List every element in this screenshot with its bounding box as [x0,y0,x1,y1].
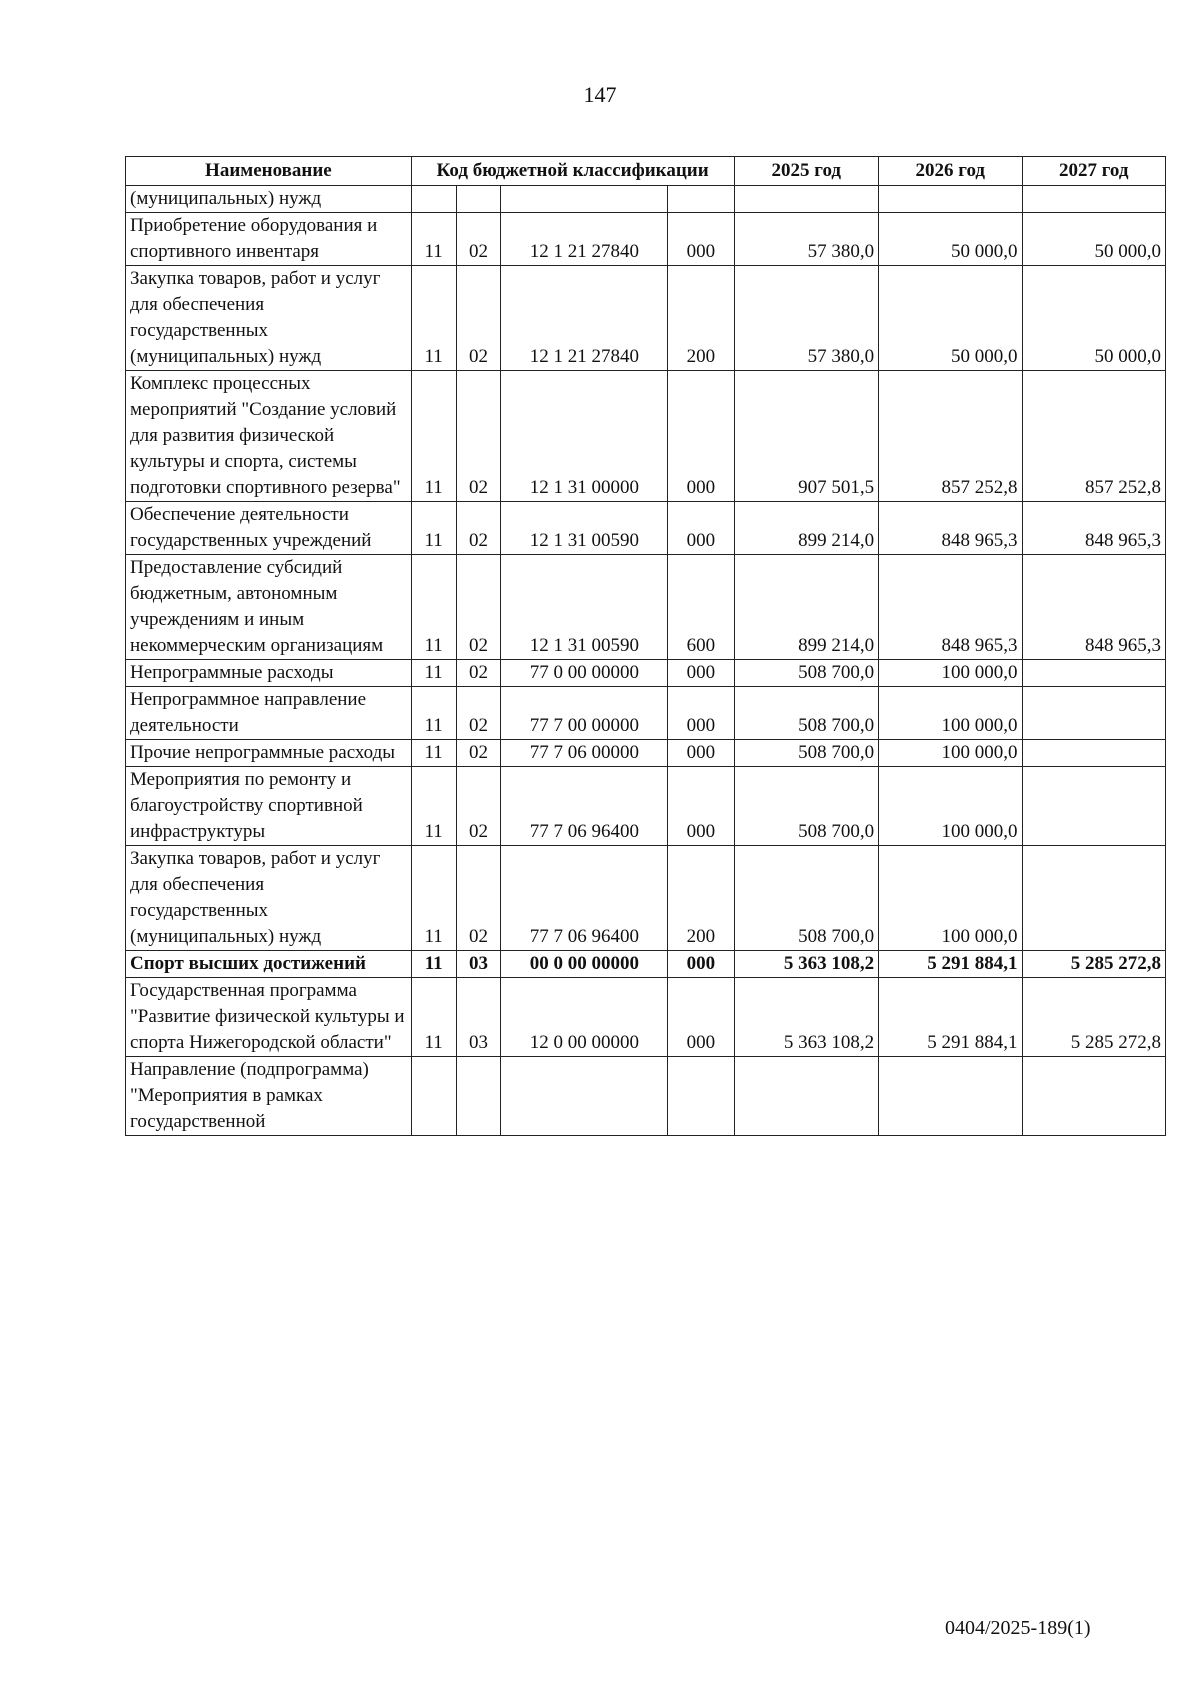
header-2025: 2025 год [734,157,879,186]
table-row [126,555,1166,660]
row-expense-type-cell: 000 [668,502,734,555]
row-target-article-cell: 12 0 00 00000 [501,978,668,1057]
row-2026-cell [879,186,1022,213]
table-row [126,1057,1166,1136]
row-2025-cell: 5 363 108,2 [734,978,879,1057]
row-expense-type-cell [668,186,734,213]
row-section-cell [411,186,456,213]
row-subsection-cell: 02 [456,740,501,767]
row-subsection-cell: 02 [456,213,501,266]
row-2027-cell: 848 965,3 [1022,502,1166,555]
row-2025-cell: 57 380,0 [734,266,879,371]
table-row [126,978,1166,1057]
table-header-row [126,157,1166,186]
row-2025-cell: 508 700,0 [734,660,879,687]
row-subsection-cell: 02 [456,266,501,371]
row-expense-type-cell: 200 [668,846,734,951]
row-2027-cell [1022,1057,1166,1136]
row-2025-cell: 5 363 108,2 [734,951,879,978]
row-2025-cell: 508 700,0 [734,740,879,767]
row-target-article-cell: 00 0 00 00000 [501,951,668,978]
row-section-cell: 11 [411,767,456,846]
row-subsection-cell: 02 [456,767,501,846]
row-section-cell: 11 [411,555,456,660]
row-2025-cell [734,1057,879,1136]
row-name-cell: Закупка товаров, работ и услуг для обеспечения государственных (муниципальных) нужд [126,846,412,951]
table-row [126,767,1166,846]
row-2027-cell [1022,687,1166,740]
row-target-article-cell: 77 7 06 96400 [501,767,668,846]
row-name-cell: Мероприятия по ремонту и благоустройству спортивной инфраструктуры [126,767,412,846]
row-subsection-cell: 02 [456,371,501,502]
table-row [126,186,1166,213]
table-row [126,266,1166,371]
row-2026-cell: 5 291 884,1 [879,978,1022,1057]
row-target-article-cell [501,1057,668,1136]
row-name-cell: Комплекс процессных мероприятий "Создание условий для развития физической культуры и спорта, системы подготовки спортивного резерва" [126,371,412,502]
row-2025-cell: 899 214,0 [734,555,879,660]
row-2026-cell: 857 252,8 [879,371,1022,502]
row-2025-cell: 508 700,0 [734,846,879,951]
row-expense-type-cell: 000 [668,371,734,502]
row-2025-cell [734,186,879,213]
page-number: 147 [583,82,617,107]
row-2027-cell: 50 000,0 [1022,266,1166,371]
table-row [126,371,1166,502]
row-expense-type-cell [668,1057,734,1136]
row-subsection-cell: 03 [456,951,501,978]
row-2027-cell: 5 285 272,8 [1022,978,1166,1057]
row-2027-cell [1022,186,1166,213]
row-target-article-cell: 12 1 31 00590 [501,555,668,660]
document-code: 0404/2025-189(1) [945,1617,1091,1639]
row-name-cell: Обеспечение деятельности государственных учреждений [126,502,412,555]
row-2027-cell [1022,660,1166,687]
row-name-cell: Государственная программа "Развитие физической культуры и спорта Нижегородской области" [126,978,412,1057]
row-name-cell: Приобретение оборудования и спортивного инвентаря [126,213,412,266]
row-2025-cell: 508 700,0 [734,687,879,740]
row-2026-cell: 100 000,0 [879,687,1022,740]
row-name-cell: Закупка товаров, работ и услуг для обеспечения государственных (муниципальных) нужд [126,266,412,371]
row-2027-cell: 848 965,3 [1022,555,1166,660]
row-name-cell: Непрограммные расходы [126,660,412,687]
row-expense-type-cell: 000 [668,767,734,846]
row-2027-cell [1022,740,1166,767]
row-name-cell: Направление (подпрограмма) "Мероприятия в рамках государственной [126,1057,412,1136]
row-expense-type-cell: 000 [668,687,734,740]
row-target-article-cell: 12 1 21 27840 [501,266,668,371]
row-subsection-cell [456,186,501,213]
row-2025-cell: 57 380,0 [734,213,879,266]
header-code: Код бюджетной классификации [411,157,734,186]
row-2026-cell: 5 291 884,1 [879,951,1022,978]
row-2026-cell: 100 000,0 [879,767,1022,846]
row-2026-cell: 848 965,3 [879,555,1022,660]
row-section-cell: 11 [411,687,456,740]
row-target-article-cell: 12 1 21 27840 [501,213,668,266]
row-2026-cell: 100 000,0 [879,660,1022,687]
row-target-article-cell: 12 1 31 00590 [501,502,668,555]
row-subsection-cell: 03 [456,978,501,1057]
table-row [126,687,1166,740]
table-row [126,502,1166,555]
row-expense-type-cell: 000 [668,660,734,687]
row-target-article-cell: 77 0 00 00000 [501,660,668,687]
row-2026-cell: 50 000,0 [879,213,1022,266]
row-2026-cell: 50 000,0 [879,266,1022,371]
row-subsection-cell: 02 [456,687,501,740]
row-section-cell: 11 [411,740,456,767]
row-target-article-cell [501,186,668,213]
row-section-cell: 11 [411,371,456,502]
row-subsection-cell: 02 [456,660,501,687]
row-2027-cell: 5 285 272,8 [1022,951,1166,978]
row-2027-cell [1022,767,1166,846]
row-subsection-cell: 02 [456,502,501,555]
row-2027-cell [1022,846,1166,951]
row-2026-cell: 100 000,0 [879,740,1022,767]
row-subsection-cell [456,1057,501,1136]
row-target-article-cell: 77 7 06 00000 [501,740,668,767]
row-2025-cell: 899 214,0 [734,502,879,555]
row-target-article-cell: 12 1 31 00000 [501,371,668,502]
budget-table [125,156,1166,1136]
row-2027-cell: 50 000,0 [1022,213,1166,266]
row-name-cell: Предоставление субсидий бюджетным, автономным учреждениям и иным некоммерческим организациям [126,555,412,660]
table-body [126,186,1166,1136]
row-2025-cell: 907 501,5 [734,371,879,502]
row-expense-type-cell: 000 [668,213,734,266]
row-2026-cell: 848 965,3 [879,502,1022,555]
row-target-article-cell: 77 7 06 96400 [501,846,668,951]
row-name-cell: Прочие непрограммные расходы [126,740,412,767]
row-expense-type-cell: 000 [668,978,734,1057]
row-section-cell: 11 [411,213,456,266]
row-expense-type-cell: 600 [668,555,734,660]
row-2025-cell: 508 700,0 [734,767,879,846]
row-section-cell: 11 [411,660,456,687]
row-subsection-cell: 02 [456,555,501,660]
header-2026: 2026 год [879,157,1022,186]
row-2027-cell: 857 252,8 [1022,371,1166,502]
row-section-cell [411,1057,456,1136]
table-row [126,846,1166,951]
row-2026-cell: 100 000,0 [879,846,1022,951]
row-section-cell: 11 [411,266,456,371]
table-row [126,951,1166,978]
row-section-cell: 11 [411,978,456,1057]
table-row [126,660,1166,687]
row-expense-type-cell: 000 [668,951,734,978]
row-name-cell: (муниципальных) нужд [126,186,412,213]
row-2026-cell [879,1057,1022,1136]
row-expense-type-cell: 000 [668,740,734,767]
row-section-cell: 11 [411,951,456,978]
row-target-article-cell: 77 7 00 00000 [501,687,668,740]
row-name-cell: Непрограммное направление деятельности [126,687,412,740]
header-name: Наименование [126,157,412,186]
header-2027: 2027 год [1022,157,1166,186]
row-section-cell: 11 [411,502,456,555]
table-row [126,740,1166,767]
row-expense-type-cell: 200 [668,266,734,371]
row-subsection-cell: 02 [456,846,501,951]
row-section-cell: 11 [411,846,456,951]
table-row [126,213,1166,266]
row-name-cell: Спорт высших достижений [126,951,412,978]
